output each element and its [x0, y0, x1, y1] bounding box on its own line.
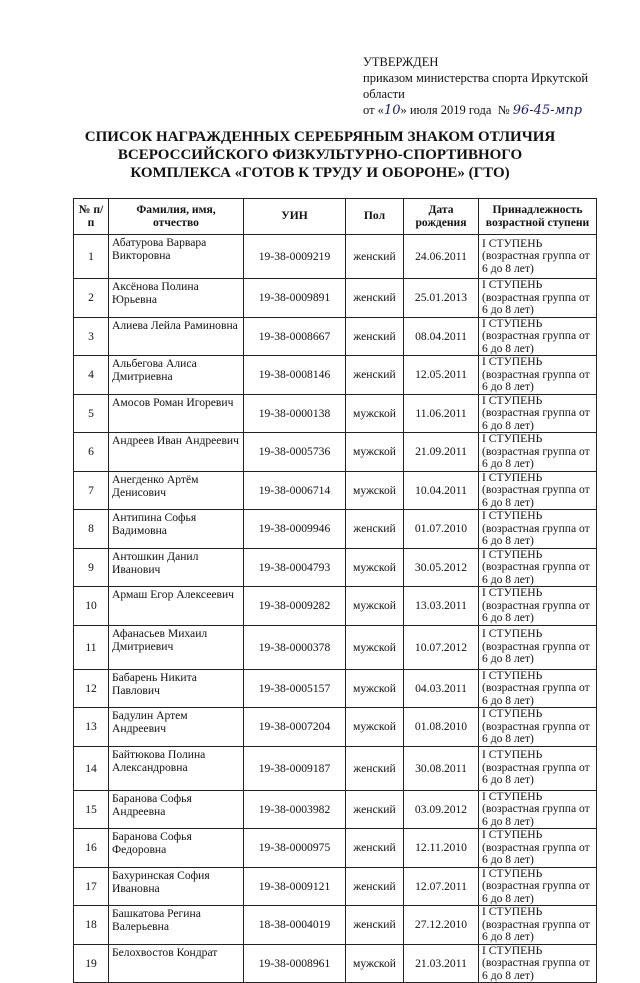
row-sex: мужской: [346, 587, 404, 626]
row-age-group: I СТУПЕНЬ (возрастная группа от 6 до 8 лет): [479, 356, 597, 395]
row-uin: 19-38-0006714: [244, 471, 346, 510]
from-label: от «: [363, 103, 384, 117]
title-line-2: ВСЕРОССИЙСКОГО ФИЗКУЛЬТУРНО-СПОРТИВНОГО: [117, 147, 523, 163]
row-age-group: I СТУПЕНЬ (возрастная группа от 6 до 8 лет): [479, 548, 597, 587]
row-dob: 12.07.2011: [404, 867, 479, 906]
title-line-1: СПИСОК НАГРАЖДЕННЫХ СЕРЕБРЯНЫМ ЗНАКОМ ОТЛИЧИЯ: [84, 129, 556, 145]
row-age-group: I СТУПЕНЬ (возрастная группа от 6 до 8 лет): [479, 867, 597, 906]
table-row: [74, 587, 597, 626]
row-dob: 21.03.2011: [404, 944, 479, 983]
row-uin: 19-38-0009121: [244, 867, 346, 906]
row-dob: 08.04.2011: [404, 317, 479, 356]
row-uin: 19-38-0008146: [244, 356, 346, 395]
table-row: [74, 356, 597, 395]
row-number: 8: [74, 510, 109, 549]
row-number: 3: [74, 317, 109, 356]
row-dob: 13.03.2011: [404, 587, 479, 626]
row-number: 9: [74, 548, 109, 587]
row-uin: 19-38-0000378: [244, 625, 346, 669]
header-age-group: Принадлежность возрастной ступени: [479, 199, 597, 235]
row-number: 11: [74, 625, 109, 669]
row-name: Бабарень Никита Павлович: [109, 669, 244, 708]
row-name: Байтюкова Полина Александровна: [109, 746, 244, 790]
table-header-row: [74, 199, 597, 235]
row-uin: 18-38-0004019: [244, 906, 346, 945]
table-row: [74, 471, 597, 510]
row-age-group: I СТУПЕНЬ (возрастная группа от 6 до 8 лет): [479, 317, 597, 356]
row-name: Алиева Лейла Раминовна: [109, 317, 244, 356]
header-uin: УИН: [244, 199, 346, 235]
row-uin: 19-38-0000138: [244, 394, 346, 433]
table-row: [74, 669, 597, 708]
row-number: 5: [74, 394, 109, 433]
row-dob: 21.09.2011: [404, 433, 479, 472]
row-dob: 30.05.2012: [404, 548, 479, 587]
table-row: [74, 906, 597, 945]
row-dob: 10.07.2012: [404, 625, 479, 669]
row-dob: 11.06.2011: [404, 394, 479, 433]
row-age-group: I СТУПЕНЬ (возрастная группа от 6 до 8 лет): [479, 394, 597, 433]
approval-heading: УТВЕРЖДЕН: [363, 55, 439, 69]
approval-stamp: [363, 54, 633, 119]
row-uin: 19-38-0009219: [244, 235, 346, 279]
row-sex: мужской: [346, 669, 404, 708]
row-number: 18: [74, 906, 109, 945]
row-number: 4: [74, 356, 109, 395]
row-age-group: I СТУПЕНЬ (возрастная группа от 6 до 8 лет): [479, 235, 597, 279]
row-number: 10: [74, 587, 109, 626]
row-age-group: I СТУПЕНЬ (возрастная группа от 6 до 8 лет): [479, 625, 597, 669]
document-title: [40, 128, 600, 182]
row-sex: женский: [346, 746, 404, 790]
row-age-group: I СТУПЕНЬ (возрастная группа от 6 до 8 лет): [479, 279, 597, 318]
table-row: [74, 235, 597, 279]
row-name: Баранова Софья Федоровна: [109, 829, 244, 868]
row-number: 6: [74, 433, 109, 472]
row-name: Анегденко Артём Денисович: [109, 471, 244, 510]
table-row: [74, 394, 597, 433]
header-sex: Пол: [346, 199, 404, 235]
number-label: №: [497, 103, 510, 117]
header-number: № п/п: [74, 199, 109, 235]
table-row: [74, 746, 597, 790]
row-age-group: I СТУПЕНЬ (возрастная группа от 6 до 8 лет): [479, 906, 597, 945]
row-number: 14: [74, 746, 109, 790]
row-dob: 12.11.2010: [404, 829, 479, 868]
row-dob: 25.01.2013: [404, 279, 479, 318]
from-close: »: [400, 103, 407, 117]
row-sex: женский: [346, 317, 404, 356]
table-row: [74, 625, 597, 669]
row-sex: мужской: [346, 625, 404, 669]
header-dob: Дата рождения: [404, 199, 479, 235]
row-number: 12: [74, 669, 109, 708]
row-uin: 19-38-0009946: [244, 510, 346, 549]
row-uin: 19-38-0009282: [244, 587, 346, 626]
row-sex: женский: [346, 790, 404, 829]
row-name: Андреев Иван Андреевич: [109, 433, 244, 472]
row-number: 19: [74, 944, 109, 983]
row-name: Баранова Софья Андреевна: [109, 790, 244, 829]
row-name: Афанасьев Михаил Дмитриевич: [109, 625, 244, 669]
table-row: [74, 708, 597, 747]
month-year: июля 2019 года: [409, 103, 492, 117]
row-age-group: I СТУПЕНЬ (возрастная группа от 6 до 8 лет): [479, 708, 597, 747]
row-name: Амосов Роман Игоревич: [109, 394, 244, 433]
row-name: Антипина Софья Вадимовна: [109, 510, 244, 549]
row-age-group: I СТУПЕНЬ (возрастная группа от 6 до 8 лет): [479, 669, 597, 708]
row-number: 15: [74, 790, 109, 829]
row-number: 13: [74, 708, 109, 747]
row-sex: женский: [346, 510, 404, 549]
row-sex: женский: [346, 279, 404, 318]
row-sex: мужской: [346, 394, 404, 433]
table-row: [74, 279, 597, 318]
row-dob: 24.06.2011: [404, 235, 479, 279]
table-row: [74, 510, 597, 549]
row-age-group: I СТУПЕНЬ (возрастная группа от 6 до 8 лет): [479, 433, 597, 472]
row-sex: мужской: [346, 944, 404, 983]
row-name: Абатурова Варвара Викторовна: [109, 235, 244, 279]
table-row: [74, 790, 597, 829]
row-uin: 19-38-0009187: [244, 746, 346, 790]
row-name: Армаш Егор Алексеевич: [109, 587, 244, 626]
row-number: 17: [74, 867, 109, 906]
row-uin: 19-38-0003982: [244, 790, 346, 829]
table-row: [74, 867, 597, 906]
table-row: [74, 944, 597, 983]
table-row: [74, 829, 597, 868]
row-number: 16: [74, 829, 109, 868]
row-uin: 19-38-0004793: [244, 548, 346, 587]
row-uin: 19-38-0005157: [244, 669, 346, 708]
row-age-group: I СТУПЕНЬ (возрастная группа от 6 до 8 лет): [479, 587, 597, 626]
row-age-group: I СТУПЕНЬ (возрастная группа от 6 до 8 лет): [479, 829, 597, 868]
row-name: Аксёнова Полина Юрьевна: [109, 279, 244, 318]
row-dob: 01.08.2010: [404, 708, 479, 747]
row-dob: 27.12.2010: [404, 906, 479, 945]
row-name: Антошкин Данил Иванович: [109, 548, 244, 587]
approval-order-line: приказом министерства спорта Иркутской: [363, 71, 589, 85]
row-sex: мужской: [346, 433, 404, 472]
row-uin: 19-38-0008961: [244, 944, 346, 983]
row-dob: 30.08.2011: [404, 746, 479, 790]
row-uin: 19-38-0008667: [244, 317, 346, 356]
row-sex: женский: [346, 235, 404, 279]
row-age-group: I СТУПЕНЬ (возрастная группа от 6 до 8 лет): [479, 746, 597, 790]
row-age-group: I СТУПЕНЬ (возрастная группа от 6 до 8 лет): [479, 790, 597, 829]
awardees-table: [73, 198, 597, 983]
row-uin: 19-38-0005736: [244, 433, 346, 472]
table-row: [74, 548, 597, 587]
approval-date-line: [363, 102, 633, 119]
row-name: Бахуринская София Ивановна: [109, 867, 244, 906]
row-number: 2: [74, 279, 109, 318]
handwritten-order-number: 96-45-мпр: [512, 103, 583, 118]
handwritten-day: 10: [383, 103, 401, 118]
row-sex: женский: [346, 867, 404, 906]
row-sex: мужской: [346, 548, 404, 587]
row-dob: 04.03.2011: [404, 669, 479, 708]
row-age-group: I СТУПЕНЬ (возрастная группа от 6 до 8 лет): [479, 510, 597, 549]
row-sex: женский: [346, 829, 404, 868]
title-line-3: КОМПЛЕКСА «ГОТОВ К ТРУДУ И ОБОРОНЕ» (ГТО): [130, 165, 510, 181]
row-number: 7: [74, 471, 109, 510]
row-dob: 01.07.2010: [404, 510, 479, 549]
row-dob: 12.05.2011: [404, 356, 479, 395]
table-row: [74, 317, 597, 356]
row-uin: 19-38-0007204: [244, 708, 346, 747]
row-number: 1: [74, 235, 109, 279]
row-age-group: I СТУПЕНЬ (возрастная группа от 6 до 8 лет): [479, 471, 597, 510]
header-name: Фамилия, имя, отчество: [109, 199, 244, 235]
row-dob: 10.04.2011: [404, 471, 479, 510]
row-sex: мужской: [346, 471, 404, 510]
row-name: Альбегова Алиса Дмитриевна: [109, 356, 244, 395]
row-name: Бадулин Артем Андреевич: [109, 708, 244, 747]
table-row: [74, 433, 597, 472]
row-sex: женский: [346, 906, 404, 945]
row-sex: мужской: [346, 708, 404, 747]
row-name: Башкатова Регина Валерьевна: [109, 906, 244, 945]
row-dob: 03.09.2012: [404, 790, 479, 829]
row-uin: 19-38-0009891: [244, 279, 346, 318]
row-sex: женский: [346, 356, 404, 395]
row-age-group: I СТУПЕНЬ (возрастная группа от 6 до 8 лет): [479, 944, 597, 983]
row-name: Белохвостов Кондрат: [109, 944, 244, 983]
approval-region-line: области: [363, 87, 405, 101]
row-uin: 19-38-0000975: [244, 829, 346, 868]
